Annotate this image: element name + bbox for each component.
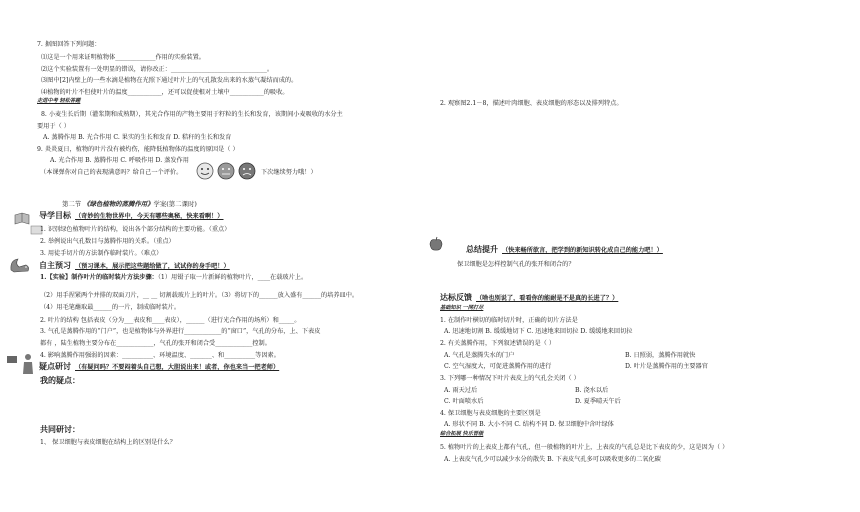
prestudy-2: 2. 叶片的结构 包括表皮（分为___表皮和____表皮），______（进行光合作用的场所）和_____。: [40, 317, 301, 324]
goals-title: 导学目标: [39, 211, 71, 220]
prestudy-step2: （2）用手捏紧两个并排的双面刀片，__ __ 切割载玻片上的叶片。（3）将切下的______放入盛有______的培养皿中。: [40, 292, 359, 299]
fb-q4: 4. 保卫细胞与表皮细胞的主要区别是: [440, 410, 541, 417]
q7-line3: ⑶图中[2]内壁上的一些水滴是植物在光照下通过叶片上的气孔散发出来的水蒸气凝结而成的。: [41, 77, 298, 84]
fb-q3-c: C. 叶面喷水后: [444, 398, 484, 405]
prestudy-1-step1: （1）用镊子取一片新鲜的植物叶片，____在载玻片上。: [157, 274, 308, 281]
fb-q4-options: A. 形状不同 B. 大小不同 C. 结构不同 D. 保卫细胞中含叶绿体: [444, 421, 614, 428]
rating-faces-icon: [196, 162, 258, 180]
section-name: 《绿色植物的蒸腾作用》: [83, 200, 154, 208]
feedback-heading: [440, 294, 618, 302]
prestudy-3b: 都有 ，陆生植物主要分布在____________，气孔的张开和闭合受____________控制。: [40, 340, 271, 347]
fb-q3-b: B. 浇水以后: [575, 387, 609, 394]
fb-q5: 5. 植物叶片的上表皮上都有气孔，但一般植物的叶片上，上表皮的气孔总是比下表皮的少，这是因为（ ）: [440, 444, 729, 451]
q7-title: 7. 据图回答下列问题：: [37, 41, 101, 48]
self-eval-text: （本课弹你对自己的表现满意吗？给自己一个评价。: [40, 169, 183, 176]
co-study-1: 1、 保卫细胞与表皮细胞在结构上的区别是什么？: [40, 439, 176, 446]
prestudy-heading: [39, 262, 230, 270]
fb-q3-d: D. 夏季晴天午后: [575, 398, 621, 405]
fb-q2-d: D. 叶片是蒸腾作用的主要器官: [625, 363, 708, 370]
basic-label: 基础知识 一网打尽: [440, 305, 484, 311]
doubts-heading: [39, 363, 279, 371]
book-icon: [14, 212, 30, 226]
fb-q3-a: A. 雨天过后: [444, 387, 478, 394]
prestudy-1: [40, 275, 307, 281]
discussion-figures-icon: [6, 352, 36, 376]
summary-tagline: （快来畅所欲言，把学到的新知识转化成自己的能力吧！）: [502, 247, 663, 254]
q8-line2: 要用于（ ）: [37, 123, 70, 130]
feedback-title: 达标反馈: [440, 293, 472, 302]
q2-observe: 2. 观察图2.1－8，描述叶肉细胞、表皮细胞的形态以及排列特点。: [440, 100, 623, 107]
prestudy-tagline: （预习课本，展示把这些题给做了，试试你的身手吧！）: [75, 263, 230, 270]
neutral-face-icon: [218, 163, 234, 179]
apple-icon: [428, 236, 444, 252]
summary-heading: [466, 246, 663, 254]
fb-q5-options: A. 上表皮气孔少可以减少水分的散失 B. 下表皮气孔多可以吸收更多的二氧化碳: [444, 456, 661, 463]
fb-q1: 1. 在制作叶横切的临时切片时，正确的切片方法是: [440, 317, 578, 324]
fb-q2-c: C. 空气湿度大，可促进蒸腾作用的进行: [444, 363, 552, 370]
q9-question: 9. 炎炎夏日，植物的叶片没有被灼伤，能降低植物体的温度的原因是（ ）: [37, 146, 239, 153]
q7-line1: ⑴这是一个用来证明植物体_____________作用的实验装置。: [41, 54, 205, 61]
doubts-tagline: （有疑问吗？不要闷着头自己想，大胆说出来！或者，你也来当一把老师）: [75, 364, 280, 371]
fb-q3: 3. 下列哪一种情况下叶片表皮上的气孔会关闭（ ）: [440, 375, 580, 382]
q7-line2: ⑵这个实验装置有一处明显的错误，请你改正：_______________________________。: [41, 66, 274, 73]
prestudy-title: 自主预习: [39, 261, 71, 270]
q9-options: A. 光合作用 B. 蒸腾作用 C. 呼吸作用 D. 蒸发作用: [50, 157, 189, 164]
section-label-exam: 走进中考 轻松答题: [37, 98, 81, 104]
summary-title: 总结提升: [466, 245, 498, 254]
prestudy-4: 4. 影响蒸腾作用强弱的因素：__________、环境温度、_______、和__________等因素。: [40, 352, 280, 359]
summary-question: 保卫细胞是怎样控制气孔的张开和闭合的？: [457, 261, 575, 268]
goals-tagline: （奇妙的生物世界中，今天有哪些奥秘，快来看啊！）: [75, 213, 224, 220]
my-doubts-label: 我的疑点：: [40, 376, 80, 385]
q8-options: A. 蒸腾作用 B. 光合作用 C. 果实的生长和发育 D. 秸秆的生长和发育: [43, 134, 232, 141]
goal-1: 1. 识别绿色植物叶片的结构，说出各个部分结构的主要功能。（重点）: [40, 226, 231, 233]
prestudy-step4: （4）用毛笔蘸取最______的一片，制成临时装片。: [40, 304, 181, 311]
goal-2: 2. 举例说出气孔数目与蒸腾作用的关系。（重点）: [40, 238, 175, 245]
squirrel-icon: [8, 256, 32, 274]
feedback-tagline: （啥也别说了，看看你的能耐是不是真的长进了？）: [476, 295, 619, 302]
self-eval-tail: 下次继续努力哦！）: [261, 169, 317, 176]
section-subtitle: 学案(第二课时): [153, 200, 197, 208]
prestudy-3a: 3. 气孔是蒸腾作用的“门户”，也是植物体与外界进行____________的“窗口”，气孔的分布，上、下表皮: [40, 328, 321, 335]
q7-line4: ⑷植物的叶片不但使叶片的温度___________，还可以促使根对土壤中___________的吸收。: [41, 89, 289, 96]
fb-q2-b: B. 日照弱，蒸腾作用就快: [625, 352, 696, 359]
q8-line1: 8. 小麦生长后期（灌浆期和成熟期），其光合作用的产物主要用于籽粒的生长和发育，该期间小麦吸收的水分主: [41, 111, 343, 118]
section-title: [62, 201, 197, 207]
extension-label: 综合拓展 快乐晋级: [440, 431, 484, 437]
co-study-label: 共同研讨：: [40, 425, 80, 434]
goals-heading: [39, 212, 224, 220]
fb-q2-a: A. 气孔是蒸腾失水的门户: [444, 352, 515, 359]
fb-q2: 2. 有关蒸腾作用，下列叙述错误的是（ ）: [440, 340, 556, 347]
fb-q1-options: A. 迅速地切割 B. 缓缓地切下 C. 迅速地来回切拉 D. 缓缓地来回切拉: [444, 328, 633, 335]
sad-face-icon: [239, 163, 255, 179]
smile-face-icon: [197, 163, 213, 179]
doubts-title: 疑点研讨: [39, 362, 71, 371]
goal-3: 3. 用徒手切片的方法制作临时装片。（难点）: [40, 250, 163, 257]
prestudy-1-label: 1.【实验】制作叶片的临时装片方法步骤：: [40, 274, 158, 281]
section-number: 第二节: [62, 200, 84, 208]
